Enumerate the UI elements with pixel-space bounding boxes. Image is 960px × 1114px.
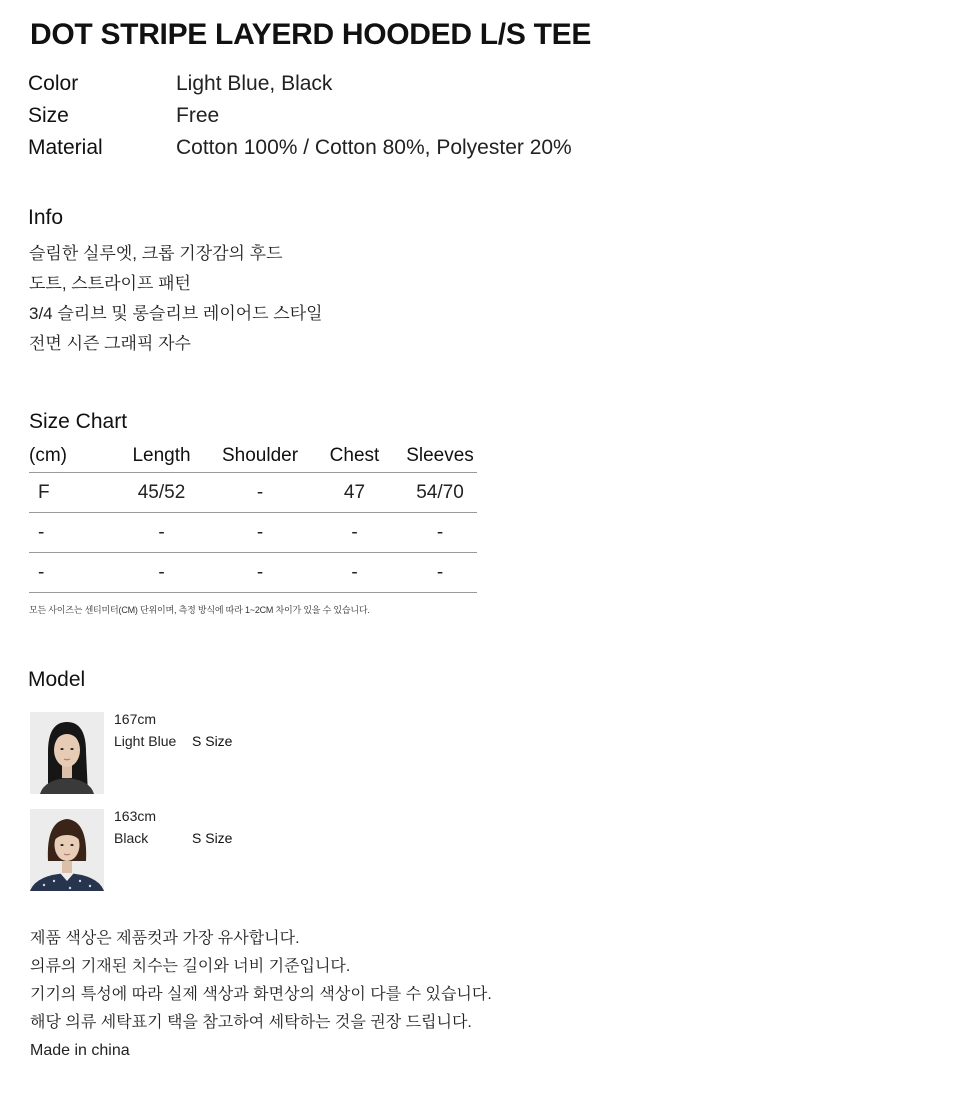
model-details — [114, 712, 232, 794]
column-header-length: Length — [132, 445, 191, 466]
model-portrait-long-hair-icon — [30, 712, 104, 794]
table-cell: - — [214, 473, 306, 513]
spec-list — [28, 68, 572, 164]
product-notice — [30, 925, 492, 1065]
model-card — [30, 809, 232, 891]
column-header-chest: Chest — [329, 445, 380, 466]
model-height: 163cm — [114, 808, 157, 824]
spec-row-color — [28, 68, 572, 100]
model-card — [30, 712, 232, 794]
model-size: S Size — [192, 733, 233, 749]
model-heading: Model — [28, 668, 86, 691]
notice-line: 제품 색상은 제품컷과 가장 유사합니다. — [30, 930, 300, 947]
model-color: Black — [114, 830, 149, 846]
model-fit-row — [114, 734, 232, 756]
table-cell: 45/52 — [109, 473, 214, 513]
info-line: 3/4 슬리브 및 롱슬리브 레이어드 스타일 — [29, 304, 323, 323]
table-cell: - — [403, 513, 477, 553]
table-cell: - — [29, 553, 109, 593]
table-row — [29, 473, 477, 513]
table-cell: - — [214, 513, 306, 553]
spec-value: Free — [176, 104, 220, 127]
size-chart-note: 모든 사이즈는 센티미터(CM) 단위이며, 측정 방식에 따라 1~2CM 차이가 있을 수 있습니다. — [29, 605, 370, 615]
model-size: S Size — [192, 830, 233, 846]
model-height: 167cm — [114, 711, 157, 727]
column-header-unit: (cm) — [29, 445, 67, 466]
table-cell: - — [214, 553, 306, 593]
spec-value: Light Blue, Black — [176, 72, 333, 95]
column-header-shoulder: Shoulder — [221, 445, 299, 466]
spec-label: Material — [28, 136, 103, 159]
model-portrait-bob-hair-icon — [30, 809, 104, 891]
model-fit-row — [114, 831, 232, 853]
size-chart-heading: Size Chart — [29, 410, 128, 433]
table-cell: F — [29, 473, 109, 513]
table-cell: 54/70 — [403, 473, 477, 513]
table-cell: - — [403, 553, 477, 593]
info-list — [29, 239, 323, 359]
info-heading: Info — [28, 206, 64, 229]
table-cell: 47 — [306, 473, 403, 513]
notice-line: 기기의 특성에 따라 실제 색상과 화면상의 색상이 다를 수 있습니다. — [30, 986, 492, 1003]
model-details — [114, 809, 232, 891]
table-cell: - — [306, 513, 403, 553]
table-cell: - — [29, 513, 109, 553]
spec-label: Color — [28, 72, 79, 95]
spec-row-size — [28, 100, 572, 132]
info-line: 도트, 스트라이프 패턴 — [29, 274, 191, 293]
spec-label: Size — [28, 104, 69, 127]
table-row — [29, 553, 477, 593]
model-color: Light Blue — [114, 733, 177, 749]
table-cell: - — [109, 513, 214, 553]
info-line: 슬림한 실루엣, 크롭 기장감의 후드 — [29, 244, 283, 263]
notice-line: 의류의 기재된 치수는 길이와 너비 기준입니다. — [30, 958, 351, 975]
table-cell: - — [109, 553, 214, 593]
column-header-sleeves: Sleeves — [406, 445, 474, 466]
table-cell: - — [306, 553, 403, 593]
table-row — [29, 513, 477, 553]
size-chart-header-row — [29, 440, 477, 473]
notice-line: 해당 의류 세탁표기 택을 참고하여 세탁하는 것을 권장 드립니다. — [30, 1014, 472, 1031]
spec-value: Cotton 100% / Cotton 80%, Polyester 20% — [176, 136, 572, 159]
size-chart-table — [29, 440, 477, 593]
origin-label: Made in china — [30, 1042, 130, 1059]
spec-row-material — [28, 132, 572, 164]
product-title: DOT STRIPE LAYERD HOODED L/S TEE — [30, 18, 592, 51]
info-line: 전면 시즌 그래픽 자수 — [29, 334, 191, 353]
